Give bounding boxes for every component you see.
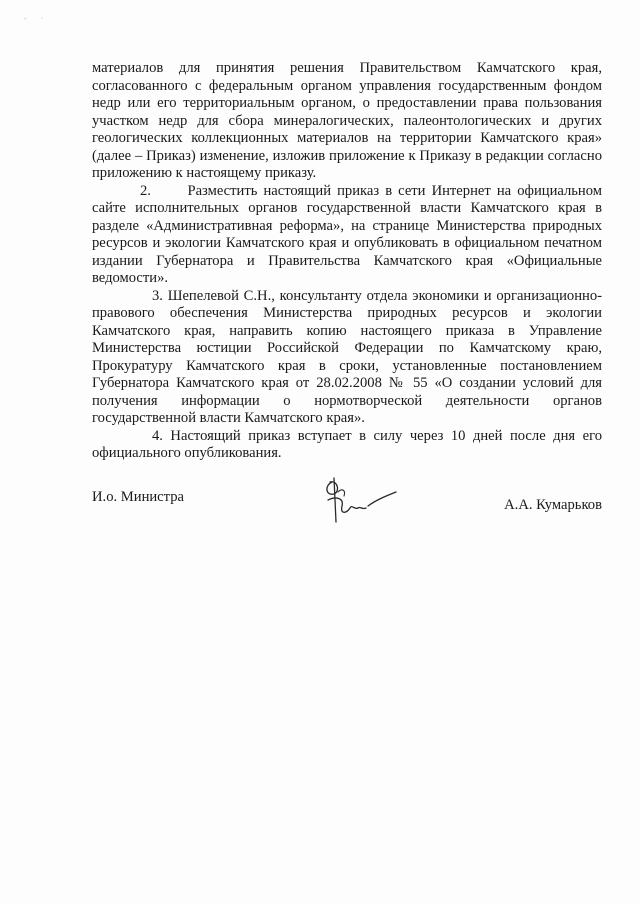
paragraph-continuation: материалов для принятия решения Правительством Камчатского края, согласованного с федеральным органом управления государственным фондом недр или его территориальным органом, о предоставлении права пользования участком недр для сбора минералогических, палеонтологических и других геологических коллекционных материалов на территории Камчатского края» (далее – Приказ) изменение, изложив приложение к Приказу в редакции согласно приложению к настоящему приказу. xyxy=(92,60,602,181)
paragraph-3: 3. Шепелевой С.Н., консультанту отдела экономики и организационно-правового обеспечения Министерства природных ресурсов и экологии Камчатского края, направить копию настоящего приказа в Управление Министерства юстиции Российской Федерации по Камчатскому краю, Прокуратуру Камчатского края в сроки, установленные постановлением Губернатора Камчатского края от 28.02.2008 № 55 «О создании условий для получения информации о нормотворческой деятельности органов государственной власти Камчатского края». xyxy=(92,287,602,426)
document-body xyxy=(92,60,602,463)
paragraph-2: 2. Разместить настоящий приказ в сети Интернет на официальном сайте исполнительных органов государственной власти Камчатского края в разделе «Административная реформа», на странице Министерства природных ресурсов и экологии Камчатского края и опубликовать в официальном печатном издании Губернатора и Правительства Камчатского края «Официальные ведомости». xyxy=(92,182,602,286)
signatory-title: И.о. Министра xyxy=(92,489,184,505)
scan-artifact: - · xyxy=(24,14,50,23)
handwritten-signature xyxy=(316,470,406,530)
signature-block xyxy=(0,470,640,530)
paragraph-4: 4. Настоящий приказ вступает в силу через 10 дней после дня его официального опубликования. xyxy=(92,427,602,461)
signatory-name: А.А. Кумарьков xyxy=(504,497,602,513)
